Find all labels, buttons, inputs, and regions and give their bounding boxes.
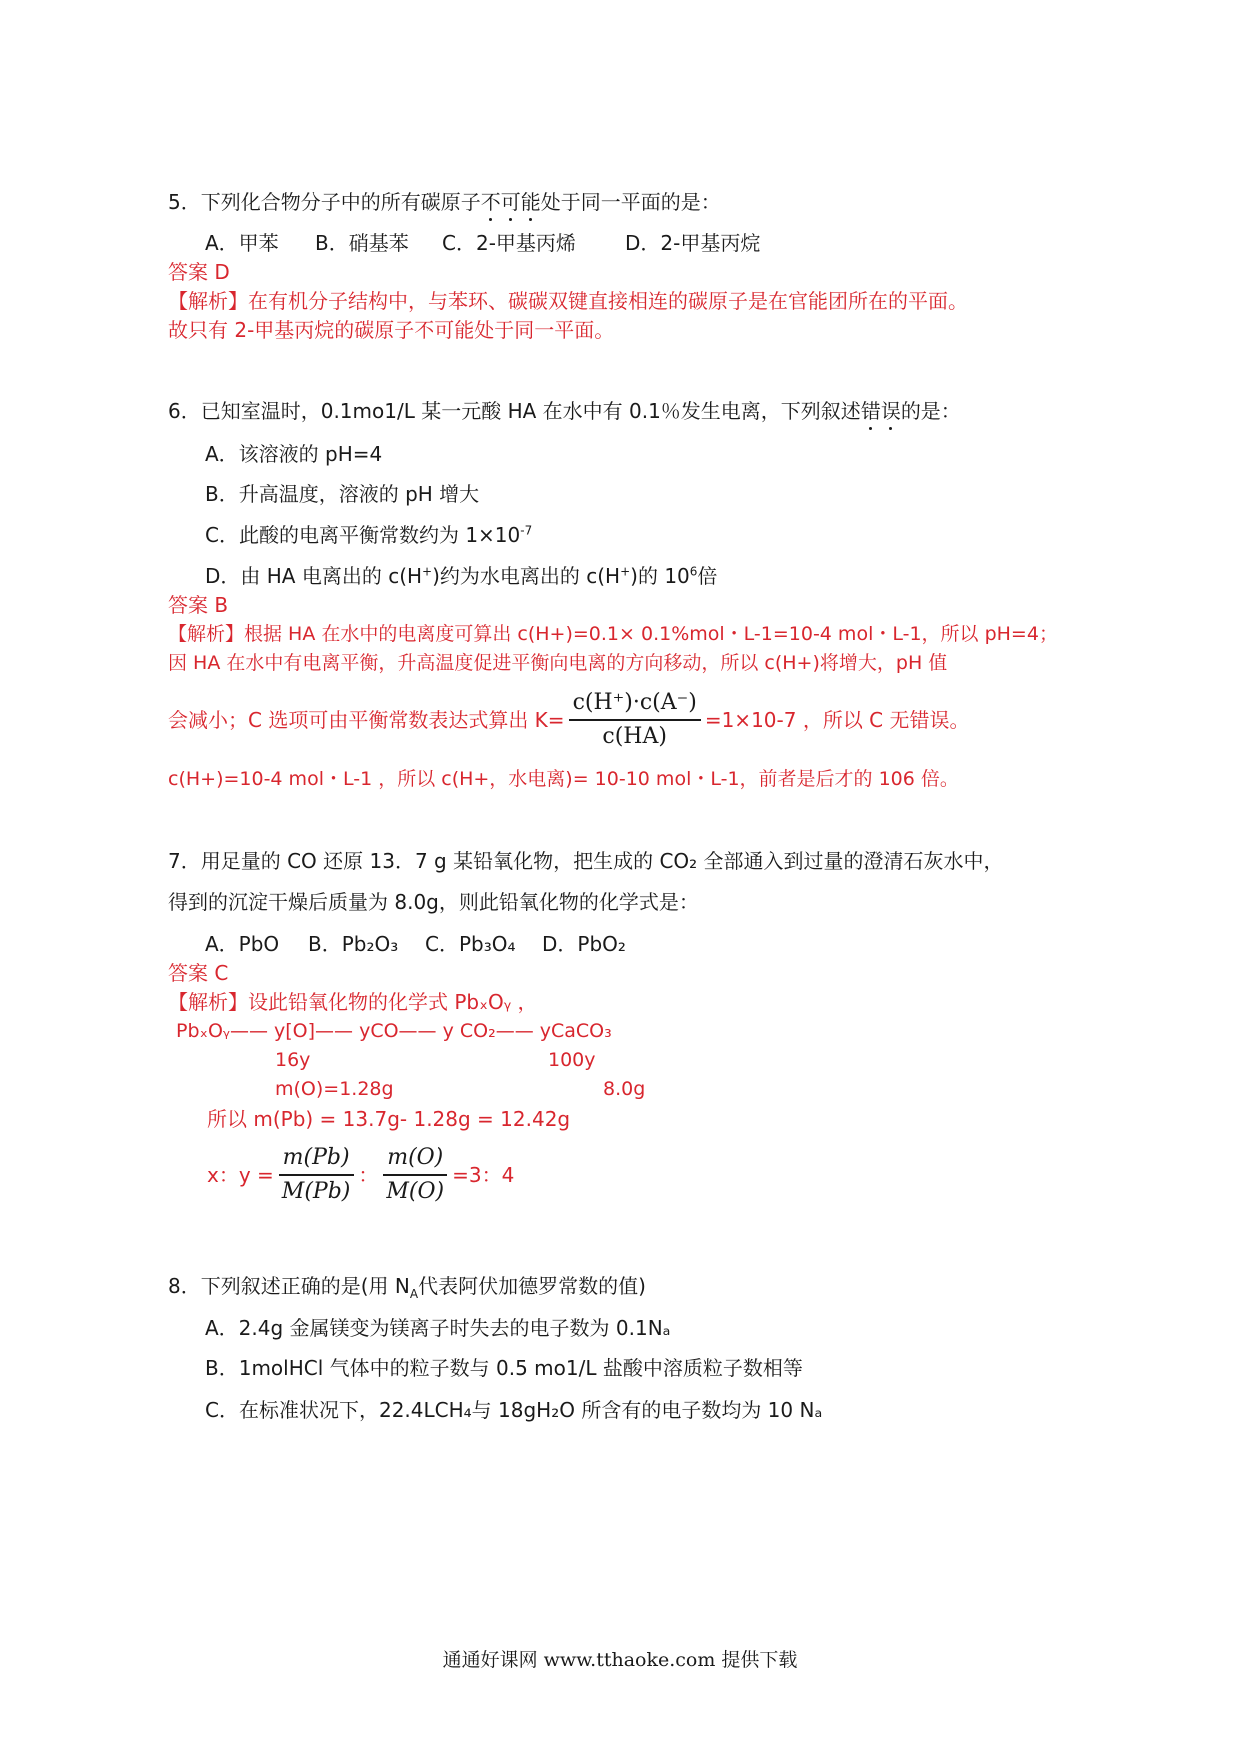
q6-option-d-text-1: D．由 HA 电离出的 c(H bbox=[205, 564, 423, 588]
ratio-colon: ： bbox=[358, 1163, 379, 1187]
q8-option-b: B．1molHCl 气体中的粒子数与 0.5 mo1/L 盐酸中溶质粒子数相等 bbox=[205, 1356, 803, 1380]
page-footer: 通通好课网 www.tthaoke.com 提供下载 bbox=[442, 1649, 798, 1671]
q8-stem-text-a: 8．下列叙述正确的是(用 N bbox=[168, 1274, 410, 1298]
q5-answer: 答案 D bbox=[168, 260, 230, 284]
k-fraction bbox=[569, 690, 701, 750]
q7-ratio bbox=[207, 1142, 514, 1208]
q7-ratio-result: =3：4 bbox=[452, 1163, 515, 1187]
q7-reaction-chain: PbₓOᵧ—— y[O]—— yCO—— y CO₂—— yCaCO₃ bbox=[176, 1020, 612, 1042]
q5-stem-text-a: 5．下列化合物分子中的所有碳原子 bbox=[168, 190, 481, 214]
q6-analysis-k-result: =1×10-7 ，所以 C 无错误。 bbox=[704, 708, 970, 732]
q7-stem-line2: 得到的沉淀干燥后质量为 8.0g，则此铅氧化物的化学式是： bbox=[168, 890, 699, 914]
q7-row-8g: 8.0g bbox=[603, 1078, 646, 1100]
q5-option-d: D．2-甲基丙烷 bbox=[625, 231, 761, 255]
q7-option-a: A．PbO bbox=[205, 932, 280, 956]
q6-option-c-text: C．此酸的电离平衡常数约为 1×10 bbox=[205, 523, 521, 547]
q6-option-d-text-3: )的 10 bbox=[630, 564, 690, 588]
q7-analysis-mPb: 所以 m(Pb) = 13.7g- 1.28g = 12.42g bbox=[207, 1107, 571, 1131]
mO-denominator: M(O) bbox=[386, 1179, 445, 1204]
q6-stem-text-a: 6．已知室温时，0.1mo1/L 某一元酸 HA 在水中有 0.1％发生电离，下列叙述 bbox=[168, 399, 861, 423]
q7-analysis-line1: 【解析】设此铅氧化物的化学式 PbₓOᵧ ， bbox=[168, 990, 538, 1014]
q6-option-c-exponent: -7 bbox=[520, 523, 533, 538]
q6-option-d-text-2: )约为水电离出的 c(H bbox=[432, 564, 621, 588]
q7-options bbox=[205, 930, 626, 958]
emphasis-char: 错 bbox=[860, 399, 881, 423]
q5-options bbox=[205, 229, 760, 257]
plus-sign: + bbox=[422, 564, 433, 579]
q7-row-16y: 16y bbox=[275, 1049, 311, 1071]
q6-analysis-line4: c(H+)=10-4 mol・L-1 ，所以 c(H+，水电离)= 10-10 mol・L-1，前者是后才的 106 倍。 bbox=[168, 768, 959, 790]
q7-option-d: D．PbO₂ bbox=[542, 932, 626, 956]
q7-row-100y: 100y bbox=[548, 1049, 596, 1071]
emphasis-char: 可 bbox=[500, 190, 521, 214]
q6-analysis-line3 bbox=[168, 690, 970, 750]
q8-stem-subscript: A bbox=[409, 1287, 419, 1301]
q5-analysis-line2: 故只有 2-甲基丙烷的碳原子不可能处于同一平面。 bbox=[168, 318, 615, 342]
q6-option-d bbox=[205, 562, 717, 590]
k-numerator: c(H⁺)·c(A⁻) bbox=[569, 690, 701, 721]
q5-stem-text-b: 处于同一平面的是： bbox=[540, 190, 721, 214]
q6-option-a: A．该溶液的 pH=4 bbox=[205, 442, 383, 466]
q7-stem-line1: 7．用足量的 CO 还原 13．7 g 某铅氧化物，把生成的 CO₂ 全部通入到过量的澄清石灰水中， bbox=[168, 849, 1004, 873]
q6-stem-text-b: 的是： bbox=[900, 399, 961, 423]
q6-option-c bbox=[205, 521, 532, 549]
mO-fraction bbox=[382, 1145, 448, 1205]
q6-option-d-exponent: 6 bbox=[689, 564, 698, 579]
q5-option-a: A．甲苯 bbox=[205, 231, 279, 255]
mPb-fraction bbox=[278, 1145, 355, 1205]
q6-option-b: B．升高温度，溶液的 pH 增大 bbox=[205, 482, 480, 506]
q5-option-b: B．硝基苯 bbox=[315, 231, 409, 255]
q8-option-c: C．在标准状况下，22.4LCH₄与 18gH₂O 所含有的电子数均为 10 Nₐ bbox=[205, 1398, 823, 1422]
plus-sign: + bbox=[620, 564, 631, 579]
k-denominator: c(HA) bbox=[602, 724, 667, 749]
q5-stem bbox=[168, 188, 721, 216]
mPb-numerator: m(Pb) bbox=[279, 1145, 354, 1176]
q7-answer: 答案 C bbox=[168, 961, 229, 985]
q8-stem bbox=[168, 1272, 646, 1300]
q6-option-d-text-4: 倍 bbox=[697, 564, 718, 588]
q6-stem bbox=[168, 397, 961, 425]
q8-option-a: A．2.4g 金属镁变为镁离子时失去的电子数为 0.1Nₐ bbox=[205, 1316, 671, 1340]
q6-analysis-k-label: 会减小；C 选项可由平衡常数表达式算出 K= bbox=[168, 708, 565, 732]
emphasis-char: 不 bbox=[480, 190, 501, 214]
q6-analysis-line1: 【解析】根据 HA 在水中的电离度可算出 c(H+)=0.1× 0.1%mol・L-1=10-4 mol・L-1，所以 pH=4； bbox=[168, 623, 1058, 645]
q5-option-c: C．2-甲基丙烯 bbox=[442, 231, 576, 255]
q6-answer: 答案 B bbox=[168, 593, 229, 617]
mPb-denominator: M(Pb) bbox=[281, 1179, 351, 1204]
emphasis-char: 能 bbox=[520, 190, 541, 214]
mO-numerator: m(O) bbox=[383, 1145, 447, 1176]
q7-option-c: C．Pb₃O₄ bbox=[425, 932, 516, 956]
q7-row-mO: m(O)=1.28g bbox=[275, 1078, 394, 1100]
emphasis-char: 误 bbox=[880, 399, 901, 423]
q7-option-b: B．Pb₂O₃ bbox=[308, 932, 399, 956]
q5-analysis-line1: 【解析】在有机分子结构中，与苯环、碳碳双键直接相连的碳原子是在官能团所在的平面。 bbox=[168, 289, 968, 313]
q6-analysis-line2: 因 HA 在水中有电离平衡，升高温度促进平衡向电离的方向移动，所以 c(H+)将增大，pH 值 bbox=[168, 652, 948, 674]
q7-ratio-label: x：y = bbox=[207, 1163, 274, 1187]
q8-stem-text-b: 代表阿伏加德罗常数的值) bbox=[418, 1274, 646, 1298]
